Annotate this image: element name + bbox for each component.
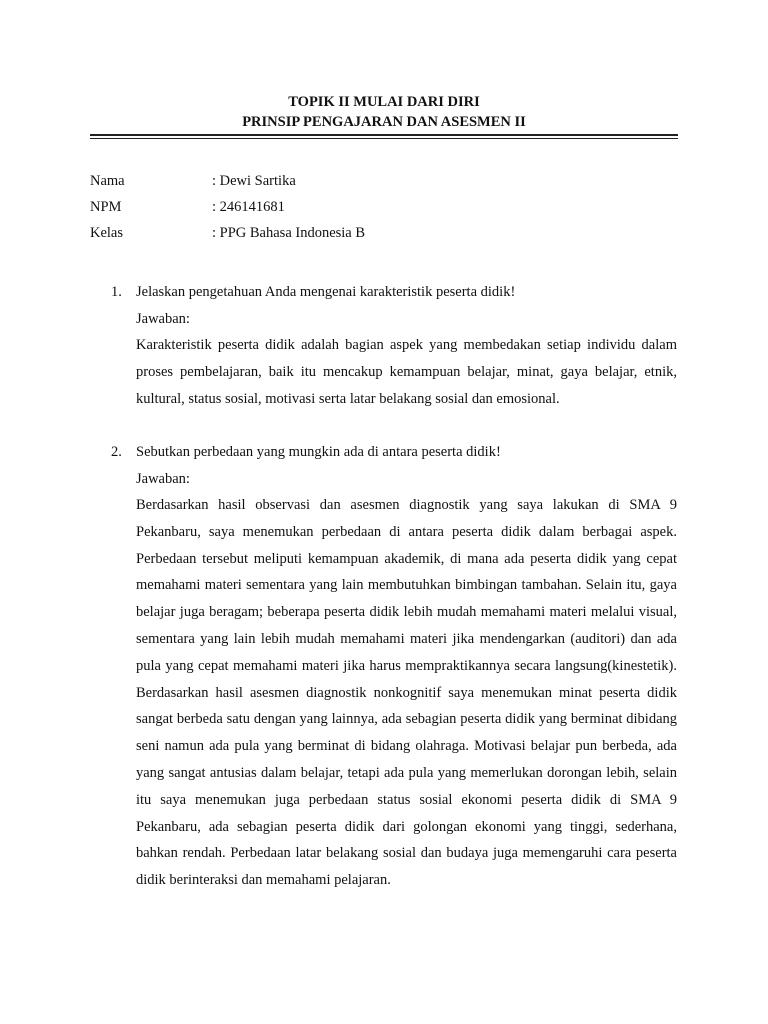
identity-label: Kelas — [90, 225, 124, 241]
document-title-topic: TOPIK II MULAI DARI DIRI — [288, 94, 480, 110]
question-number: 2. — [111, 444, 122, 460]
question-item — [111, 439, 677, 894]
question-text: Sebutkan perbedaan yang mungkin ada di antara peserta didik! — [136, 444, 501, 460]
identity-block — [90, 170, 678, 248]
identity-row-name — [90, 170, 678, 196]
document-header — [90, 92, 678, 139]
header-divider — [90, 134, 678, 139]
document-title-subject: PRINSIP PENGAJARAN DAN ASESMEN II — [242, 114, 526, 130]
identity-row-class — [90, 222, 678, 248]
question-text: Jelaskan pengetahuan Anda mengenai karakteristik peserta didik! — [136, 284, 516, 300]
identity-row-npm — [90, 196, 678, 222]
question-item — [111, 279, 677, 412]
answer-label: Jawaban: — [136, 310, 190, 327]
identity-value: : PPG Bahasa Indonesia B — [212, 225, 366, 241]
identity-label: Nama — [90, 173, 125, 189]
question-number: 1. — [111, 284, 122, 300]
answer-label: Jawaban: — [136, 470, 190, 487]
answer-text: Berdasarkan hasil observasi dan asesmen diagnostik yang saya lakukan di SMA 9 Pekanbaru, saya menemukan perbedaan di antara peserta didik dalam berbagai aspek. Perbedaan tersebut meliputi kemampuan akademik, di mana ada peserta didik yang cepat memahami materi sementara yang lain membutuhkan bimbingan tambahan. Selain itu, gaya belajar juga beragam; beberapa peserta didik lebih mudah memahami materi melalui visual, sementara yang lain lebih mudah memahami materi jika mendengarkan (auditori) dan ada pula yang cepat memahami materi jika harus mempraktikannya secara langsung(kinestetik). Berdasarkan hasil asesmen diagnostik nonkognitif saya menemukan minat peserta didik sangat berbeda satu dengan yang lainnya, ada sebagian peserta didik yang berminat dibidang seni namun ada pula yang berminat di bidang olahraga. Motivasi belajar pun berbeda, ada yang sangat antusias dalam belajar, tetapi ada pula yang memerlukan dorongan lebih, selain itu saya menemukan juga perbedaan status sosial ekonomi peserta didik di SMA 9 Pekanbaru, ada sebagian peserta didik dari golongan ekonomi yang tinggi, sederhana, bahkan rendah. Perbedaan latar belakang sosial dan budaya juga memengaruhi cara peserta didik berinteraksi dan memahami pelajaran. — [136, 497, 677, 889]
identity-value: : Dewi Sartika — [212, 173, 296, 189]
identity-label: NPM — [90, 199, 122, 215]
identity-value: : 246141681 — [212, 199, 285, 215]
answer-text: Karakteristik peserta didik adalah bagian aspek yang membedakan setiap individu dalam proses pembelajaran, baik itu mencakup kemampuan belajar, minat, gaya belajar, etnik, kultural, status sosial, motivasi serta latar belakang sosial dan emosional. — [136, 337, 677, 407]
